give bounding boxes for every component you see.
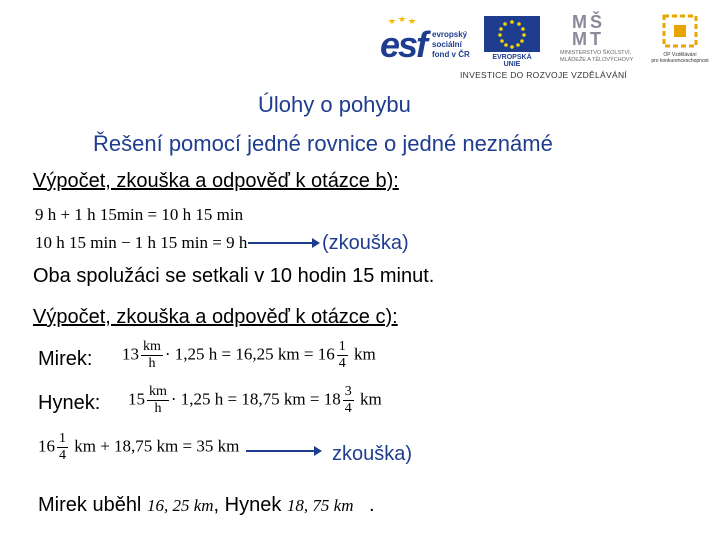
frac-num: km [149,384,167,399]
frac-den: 4 [338,356,346,371]
eu-logo [484,16,540,68]
eu-label: EVROPSKÁ UNIE [492,54,532,68]
sum-fraction [57,432,68,463]
hynek-unit: km [359,389,382,409]
page-subtitle: Řešení pomocí jedné rovnice o jedné neznámé [93,131,553,156]
investment-banner: INVESTICE DO ROZVOJE VZDĚLÁVÁNÍ [460,70,628,80]
answer-hynek-distance: 18, 75 km [286,496,354,515]
sum-equation [38,432,239,463]
frac-den: 4 [59,448,66,463]
sum-whole: 16 [38,436,55,456]
msmt-subtitle: MINISTERSTVO ŠKOLSTVÍ, MLÁDEŽE A TĚLOVÝCHOVY [560,50,634,63]
frac-num: 1 [59,431,66,446]
esf-subtitle: evropský sociální fond v ČR [432,30,470,59]
msmt-logo [560,14,650,66]
mirek-fraction [337,340,348,371]
mirek-label: Mirek: [38,348,93,370]
frac-den: h [148,356,156,371]
check-label-c: zkouška) [332,443,413,465]
check-label-b: (zkouška) [322,232,409,254]
mirek-unit-fraction [141,340,163,371]
mirek-speed: 13 [122,344,139,364]
esf-wordmark: esf [380,24,427,65]
op-label: OP Vzdělávání pro konkurenceschopnost [651,52,709,64]
op-logo [648,14,712,68]
mirek-calc: · 1,25 h = 16,25 km = 16 [164,344,335,364]
answer-mid: , Hynek [213,494,282,516]
hynek-unit-fraction [147,385,169,416]
answer-mirek-distance: 16, 25 km [146,496,214,515]
eu-stars-icon [484,16,540,52]
eu-flag [484,16,540,52]
heading-b: Výpočet, zkouška a odpověď k otázce b): [33,170,399,192]
esf-logo [380,14,476,66]
mirek-equation [122,340,376,371]
answer-b: Oba spolužáci se setkali v 10 hodin 15 minut. [33,265,435,287]
frac-num: km [143,339,161,354]
op-frame-icon [662,14,698,48]
frac-den: 4 [344,401,352,416]
mirek-unit: km [353,344,376,364]
answer-end: . [369,494,375,516]
heading-c: Výpočet, zkouška a odpověď k otázce c): [33,306,398,328]
page-title: Úlohy o pohybu [258,92,411,117]
hynek-label: Hynek: [38,392,101,414]
answer-c [38,494,375,517]
msmt-wordmark: MŠ MT [572,12,605,49]
hynek-calc: · 1,25 h = 18,75 km = 18 [170,389,341,409]
hynek-speed: 15 [128,389,145,409]
sum-calc: km + 18,75 km = 35 km [74,436,240,456]
frac-num: 3 [344,384,352,399]
hynek-fraction [343,385,354,416]
equation-b1: 9 h + 1 h 15min = 10 h 15 min [35,205,244,224]
frac-num: 1 [338,339,346,354]
equation-b2: 10 h 15 min − 1 h 15 min = 9 h [35,233,248,252]
answer-prefix: Mirek uběhl [38,494,142,516]
arrow-icon [248,242,314,244]
hynek-equation [128,385,382,416]
frac-den: h [154,401,162,416]
arrow-icon [246,450,316,452]
